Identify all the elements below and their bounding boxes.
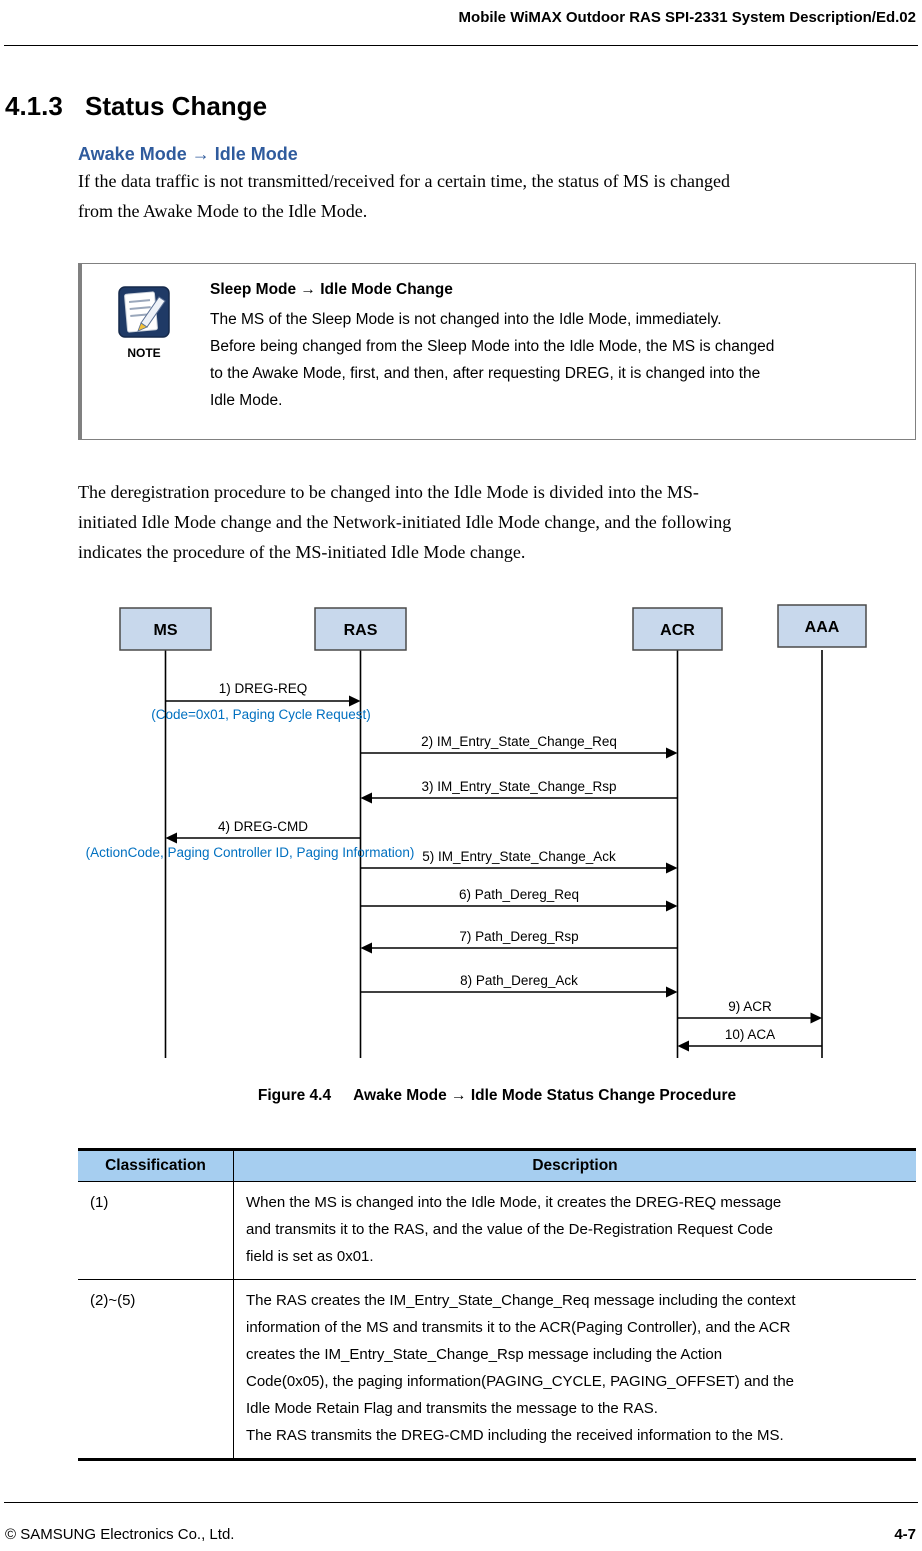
note-content [194,264,915,439]
entity-aaa-label: AAA [804,619,840,636]
figure-caption [78,1087,916,1105]
message-9-label: 9) ACR [728,999,772,1014]
description-cell: When the MS is changed into the Idle Mode, it creates the DREG-REQ message and transmits it to the RAS, and the value of the De-Registration Request Code field is set as 0x01. [234,1182,917,1280]
message-3-im-entry-state-change-rsp [361,779,678,804]
note-icon-caption: NOTE [127,346,161,360]
entity-ras-label: RAS [343,622,378,639]
arrowhead-right-icon [666,863,678,874]
message-3-label: 3) IM_Entry_State_Change_Rsp [421,779,617,794]
message-4-label: 4) DREG-CMD [218,819,308,834]
message-5-label: 5) IM_Entry_State_Change_Ack [422,849,616,864]
arrowhead-right-icon [666,901,678,912]
message-6-path-dereg-req [361,887,678,912]
table-header-row [78,1150,916,1182]
message-2-im-entry-state-change-req [361,734,678,759]
entity-ms [120,608,211,650]
message-4-dreg-cmd [86,819,415,860]
entity-ms-label: MS [153,622,178,639]
arrowhead-right-icon [349,696,361,707]
arrowhead-left-icon [678,1041,690,1052]
note-icon [118,286,170,338]
arrowhead-left-icon [166,833,178,844]
classification-cell: (2)~(5) [78,1280,234,1460]
note-icon-wrap [82,264,194,439]
entity-aaa [778,605,866,647]
message-2-label: 2) IM_Entry_State_Change_Req [421,734,617,749]
message-9-acr [678,999,823,1024]
arrowhead-right-icon [666,987,678,998]
arrowhead-left-icon [361,943,373,954]
section-heading [5,91,267,122]
figure-number: Figure 4.4 [257,1087,332,1104]
sequence-diagram [0,600,922,1065]
description-cell: The RAS creates the IM_Entry_State_Change_Req message including the context information of the MS and transmits it to the ACR(Paging Controller), and the ACR creates the IM_Entry_State_Change_Rsp message including the Action Code(0x05), the paging information(PAGING_CYCLE, PAGING_OFFSET) and the Idle Mode Retain Flag and transmits the message to the RAS. The RAS transmits the DREG-CMD including the received information to the MS. [234,1280,917,1460]
message-7-path-dereg-rsp [361,929,678,954]
note-body: The MS of the Sleep Mode is not changed into the Idle Mode, immediately. Before being changed from the Sleep Mode into the Idle Mode, the MS is changed to the Awake Mode, first, and then, after requesting DREG, it is changed into the Idle Mode. [210,311,775,409]
classification-description-table [78,1148,916,1461]
message-1-dreg-req [151,681,371,722]
message-1-annotation: (Code=0x01, Paging Cycle Request) [151,707,371,722]
arrowhead-left-icon [361,793,373,804]
message-10-label: 10) ACA [724,1027,776,1042]
message-6-label: 6) Path_Dereg_Req [458,887,580,902]
table-row [78,1182,916,1280]
table-row [78,1280,916,1460]
message-8-path-dereg-ack [361,973,678,998]
subsection-heading: Awake Mode → Idle Mode [78,143,298,164]
section-number: 4.1.3 [5,91,63,122]
message-4-annotation: (ActionCode, Paging Controller ID, Paging Information) [85,845,415,860]
message-1-label: 1) DREG-REQ [218,681,308,696]
table-header-description: Description [234,1150,917,1182]
sequence-diagram-svg [0,600,922,1065]
section-title: Status Change [85,91,268,122]
entity-ras [315,608,406,650]
figure-title: Awake Mode → Idle Mode Status Change Procedure [353,1087,737,1104]
classification-cell: (1) [90,1194,109,1211]
entity-acr [633,608,722,650]
entity-acr-label: ACR [660,622,695,639]
table-header-classification: Classification [78,1150,234,1182]
footer-rule [4,1502,918,1503]
message-7-label: 7) Path_Dereg_Rsp [459,929,579,944]
message-8-label: 8) Path_Dereg_Ack [460,973,578,988]
footer-page-number: 4-7 [894,1526,916,1543]
paragraph-intro: If the data traffic is not transmitted/received for a certain time, the status of MS is changed from the Awake Mode to the Idle Mode. [78,171,730,221]
arrowhead-right-icon [811,1013,823,1024]
paragraph-deregistration: The deregistration procedure to be changed into the Idle Mode is divided into the MS- initiated Idle Mode change and the Network-initiated Idle Mode change, and the following indicates the procedure of the MS-initiated Idle Mode change. [78,482,732,562]
note-title: Sleep Mode → Idle Mode Change [210,281,453,298]
footer-copyright: © SAMSUNG Electronics Co., Ltd. [5,1526,235,1543]
header-rule [4,45,918,46]
note-box [78,263,916,440]
message-10-aca [678,1027,823,1052]
document-header-title: Mobile WiMAX Outdoor RAS SPI-2331 System Description/Ed.02 [458,9,916,26]
arrowhead-right-icon [666,748,678,759]
